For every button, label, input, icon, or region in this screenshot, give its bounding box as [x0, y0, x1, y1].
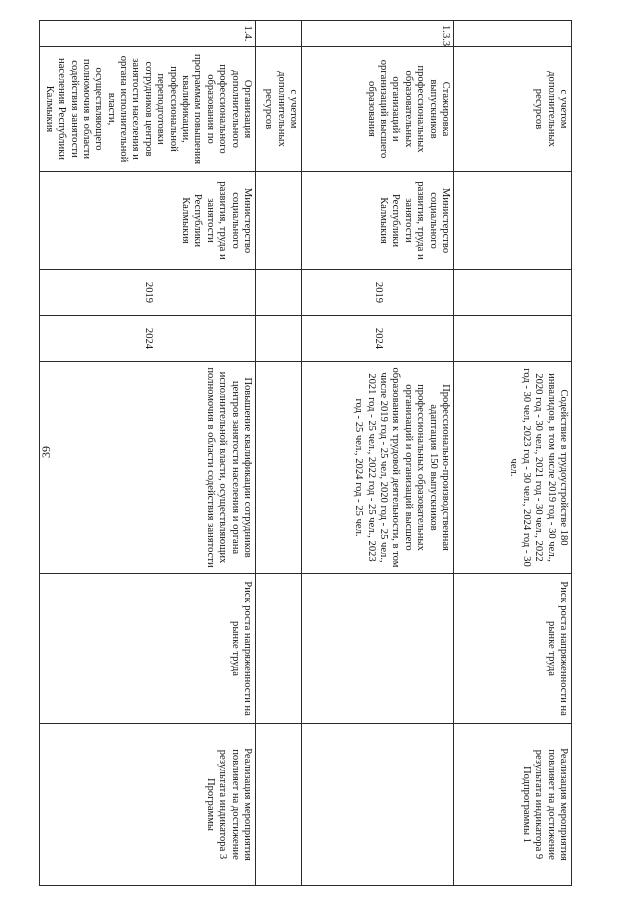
measure-name: с учетом дополнительных ресурсов	[256, 47, 302, 172]
end-year: 2024	[302, 316, 454, 362]
page-number: 39	[39, 446, 53, 458]
start-year	[454, 270, 572, 316]
indicator-link	[256, 724, 302, 886]
expected-result: Повышение квалификации сотрудников центров занятости населения и органа исполнительной власти, осуществляющих полномочия в области содействия занятости	[40, 362, 256, 574]
executor	[454, 172, 572, 270]
executor	[256, 172, 302, 270]
table-row	[302, 21, 454, 886]
expected-result: Профессионально-производственная адаптация 150 выпускников профессиональных образовательных организаций и организаций высшего образования к трудовой деятельности, в том числе 2019 год - 25 чел, 2020 год - 25 чел., 2021 год - 25 чел., 2022 год - 25 чел., 2023 год - 25 чел., 2024 год - 25 чел.	[302, 362, 454, 574]
table-row	[454, 21, 572, 886]
expected-result	[256, 362, 302, 574]
risk: Риск роста напряженности на рынке труда	[454, 574, 572, 724]
table-row	[40, 21, 256, 886]
indicator-link	[302, 724, 454, 886]
row-number: 1.3.3	[302, 21, 454, 47]
measure-name: с учетом дополнительных ресурсов	[454, 47, 572, 172]
start-year: 2019	[302, 270, 454, 316]
row-number	[454, 21, 572, 47]
end-year: 2024	[40, 316, 256, 362]
indicator-link: Реализация мероприятия повлияет на достижение результата индикатора 9 Подпрограммы 1	[454, 724, 572, 886]
risk: Риск роста напряженности на рынке труда	[40, 574, 256, 724]
risk	[256, 574, 302, 724]
risk	[302, 574, 454, 724]
end-year	[256, 316, 302, 362]
program-measures-table	[39, 20, 572, 886]
table-row	[256, 21, 302, 886]
row-number: 1.4.	[40, 21, 256, 47]
expected-result: Содействие в трудоустройстве 180 инвалидов, в том числе 2019 год - 30 чел., 2020 год - 30 чел., 2021 год - 30 чел., 2022 год - 30 чел, 2023 год - 30 чел., 2024 год - 30 чел.	[454, 362, 572, 574]
end-year	[454, 316, 572, 362]
measure-name: Стажировка выпускников профессиональных образовательных организаций и организаций высшего образования	[302, 47, 454, 172]
row-number	[256, 21, 302, 47]
executor: Министерство социального развития, труда и занятости Республики Калмыкия	[302, 172, 454, 270]
executor: Министерство социального развития, труда и занятости Республики Калмыкия	[40, 172, 256, 270]
measure-name: Организация дополнительного профессионального образования по программам повышения квалификации, профессиональной переподготовки сотрудников центров занятости населения и органа исполнительной власти, осуществляющего полномочия в области содействия занятости населения Республики Калмыкия	[40, 47, 256, 172]
indicator-link: Реализация мероприятия повлияет на достижение результата индикатора 3 Программы	[40, 724, 256, 886]
start-year: 2019	[40, 270, 256, 316]
start-year	[256, 270, 302, 316]
